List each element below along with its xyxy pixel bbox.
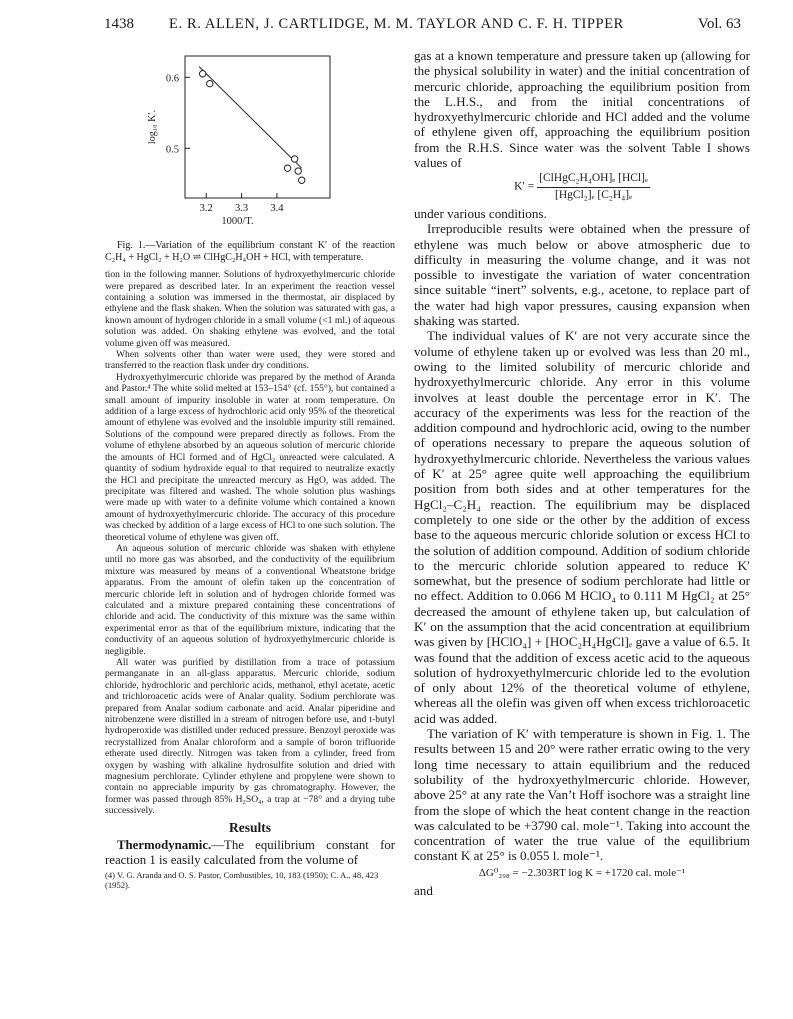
paragraph: The variation of K′ with temperature is shown in Fig. 1. The results between 15 and 20° were rather erratic owing to the very long time necessary to attain equilibrium and the reduced solubility of the hydroxyethylmercuric chloride. However, above 25° at any rate the Van’t Hoff isochore was a straight line from the slope of which the heat content change in the reaction was calculated to be +3790 cal. mole⁻¹. Taking into account the concentration of water the true value of the equilibrium constant K at 25° is 0.055 l. mole⁻¹. — [414, 726, 750, 864]
paragraph: An aqueous solution of mercuric chloride was shaken with ethylene until no more gas was absorbed, and the conductivity of the equilibrium mixture was measured by means of a conventional Wheatstone bridge apparatus. From the amount of olefin taken up the concentration of mercuric chloride left in solution and of hydrogen chloride formed was calculated and a mixture prepared containing these concentrations of chloride and acid. The conductivity of this mixture was the same within experimental error as that of the equilibrium mixture, indicating that the conductivity of an aqueous solution of hydroxyethylmercuric chloride is negligible. — [105, 542, 395, 657]
paragraph: When solvents other than water were used, they were stored and transferred to the reaction flask under dry conditions. — [105, 349, 395, 372]
experimental-text — [105, 269, 395, 817]
data-point — [299, 177, 305, 183]
paragraph: All water was purified by distillation from a trace of potassium permanganate in an all-glass apparatus. Mercuric chloride, sodium chloride, hydrochloric and perchloric acids, methanol, ethyl acetate, acetic and trichloroacetic acids were of Analar quality. Sodium perchlorate was prepared from Analar sodium carbonate and acid. Analar piperidine and nitrobenzene were distilled in a stream of nitrogen before use, and t-butyl hydroperoxide was distilled under reduced pressure. Benzoyl peroxide was recrystallized from Analar chloroform and a sample of boron trifluoride etherate used directly. Nitrogen was taken from a cylinder, freed from oxygen by washing with alkaline hydrosulfite solution and dried with magnesium perchlorate. Cylinder ethylene and propylene were shown to contain no appreciable impurity by gas chromatography. However, the former was passed through 85% H₂SO₄, a trap at −78° and a drying tube successively. — [105, 657, 395, 817]
section-heading-results: Results — [228, 819, 271, 835]
equation-lhs: K′ = — [514, 180, 535, 193]
equation-gibbs: ΔG⁰₂₉₈ = −2.303RT log K = +1720 cal. mole⁻¹ — [478, 866, 686, 879]
data-point — [291, 156, 297, 162]
x-tick-label: 3.2 — [199, 203, 213, 214]
left-column — [105, 48, 395, 891]
paragraph: tion in the following manner. Solutions of hydroxyethylmercuric chloride were prepared as described later. In an experiment the reaction vessel containing a solution was immersed in the thermostat, air displaced by ethylene and the flask shaken. When the solution was saturated with gas, a known amount of hydrogen chloride in a small volume (<1 ml.) of aqueous solution was added. On shaking ethylene was evolved, and the total volume given off was measured. — [105, 269, 395, 349]
paragraph: Hydroxyethylmercuric chloride was prepared by the method of Aranda and Pastor.⁴ The white solid melted at 153–154° (cf. 155°), but contained a small amount of impurity insoluble in water at room temperature. On addition of a large excess of hydrochloric acid only 95% of the theoretical amount of ethylene was evolved and the insoluble impurity still remained. Solutions of the compound were prepared directly as follows. From the volume of ethylene absorbed by an aqueous solution of mercuric chloride the amounts of HCl formed and of HgCl₂ unreacted were calculated. A quantity of sodium hydroxide equal to that required to neutralize exactly the HCl and precipitate the unreacted mercury as HgO, was added. The precipitate was filtered and washed. The whole solution plus washings were made up with water to a definite volume which contained a known amount of hydroxyethylmercuric chloride. The accuracy of this procedure was checked by addition of a large excess of HCl to one such solution. The theoretical volume of ethylene was given off. — [105, 371, 395, 543]
x-axis-label: 1000/T. — [221, 216, 254, 227]
y-axis-label: log₁₀ K′. — [147, 109, 158, 145]
equation-fraction — [537, 171, 650, 203]
equation-denominator: [HgCl₂]ₑ [C₂H₄]ₑ — [555, 188, 633, 201]
running-header — [0, 12, 793, 36]
page-number: 1438 — [104, 16, 134, 32]
y-tick-label: 0.5 — [165, 144, 179, 156]
paragraph: gas at a known temperature and pressure taken up (allowing for the physical solubility in water) and the initial concentration of mercuric chloride, approaching the equilibrium position from the L.H.S., and from the initial concentrations of hydroxyethylmercuric chloride and HCl added and the volume of ethylene given off, approaching the equilibrium position from the R.H.S. Since water was the solvent Table I shows values of — [414, 48, 750, 171]
volume-label: Vol. 63 — [697, 16, 741, 32]
data-point — [199, 71, 205, 77]
figure-1 — [105, 48, 395, 238]
data-point — [295, 168, 301, 174]
x-tick-label: 3.3 — [235, 203, 249, 214]
results-text: —The equilibrium constant for reaction 1 is easily calculated from the volume of — [105, 837, 395, 867]
subsection-title: Thermodynamic. — [117, 837, 212, 852]
paragraph: Irreproducible results were obtained when the pressure of ethylene was much below or above atmospheric due to difficulty in measuring the volume change, and it was not possible to investigate the variation of water concentration since suitable “inert” solvents, e.g., acetone, to replace part of the water had high vapor pressures, causing expansion when shaking was started. — [414, 221, 750, 329]
equation-k — [414, 171, 750, 203]
x-tick-label: 3.4 — [270, 203, 284, 214]
figure-caption: Fig. 1.—Variation of the equilibrium constant K′ of the reaction C₂H₄ + HgCl₂ + H₂O ⇌ ClHgC₂H₄OH + HCl, with temperature. — [105, 240, 395, 263]
paragraph: and — [414, 883, 433, 899]
running-authors: E. R. ALLEN, J. CARTLIDGE, M. M. TAYLOR AND C. F. H. TIPPER — [169, 16, 624, 32]
plot-frame — [185, 56, 330, 198]
right-column — [414, 48, 750, 898]
paragraph: The individual values of K′ are not very accurate since the volume of ethylene taken up or evolved was less than 20 ml., owing to the limited solubility of mercuric chloride and hydroxyethylmercuric chloride. Any error in this volume involves at least double the percentage error in K′. The accuracy of the experiments was less for the reaction of the addition compound and hydrochloric acid, owing to the number of operations necessary to prepare the aqueous solution of hydroxyethylmercuric chloride. Nevertheless the various values of K′ at 25° agree quite well approaching the equilibrium position from both sides and at other temperatures for the HgCl₂–C₂H₄ reaction. The equilibrium may be displaced completely to one side or the other by the addition of excess base to the aqueous mercuric chloride solution or excess HCl to the solution of addition compound. Addition of sodium chloride to the mercuric chloride solution appeared to reduce K′ somewhat, but the presence of sodium perchlorate had little or no effect. Addition to 0.066 M HClO₄ to 0.111 M HgCl₂ at 25° decreased the amount of ethylene taken up, but calculation of K′ on the assumption that the acid concentration at equilibrium was given by [HClO₄] + [HOC₂H₄HgCl]ₑ gave a value of 6.5. It was found that the addition of excess acetic acid to the aqueous solution of hydroxyethylmercuric chloride led to the evolution of only about 12% of the theoretical volume of ethylene, whereas all the olefin was given off when excess trichloroacetic acid was added. — [414, 328, 750, 726]
paragraph: under various conditions. — [414, 205, 547, 221]
equation-numerator: [ClHgC₂H₄OH]ₑ [HCl]ₑ — [537, 171, 650, 187]
data-point — [284, 165, 290, 171]
data-point — [207, 80, 213, 86]
footnote: (4) V. G. Aranda and O. S. Pastor, Combustibles, 10, 183 (1950); C. A., 48, 423 (1952). — [105, 869, 379, 891]
fig1-plot — [105, 48, 395, 238]
y-tick-label: 0.6 — [165, 73, 179, 85]
results-paragraph — [105, 838, 395, 868]
fit-line — [199, 67, 302, 169]
